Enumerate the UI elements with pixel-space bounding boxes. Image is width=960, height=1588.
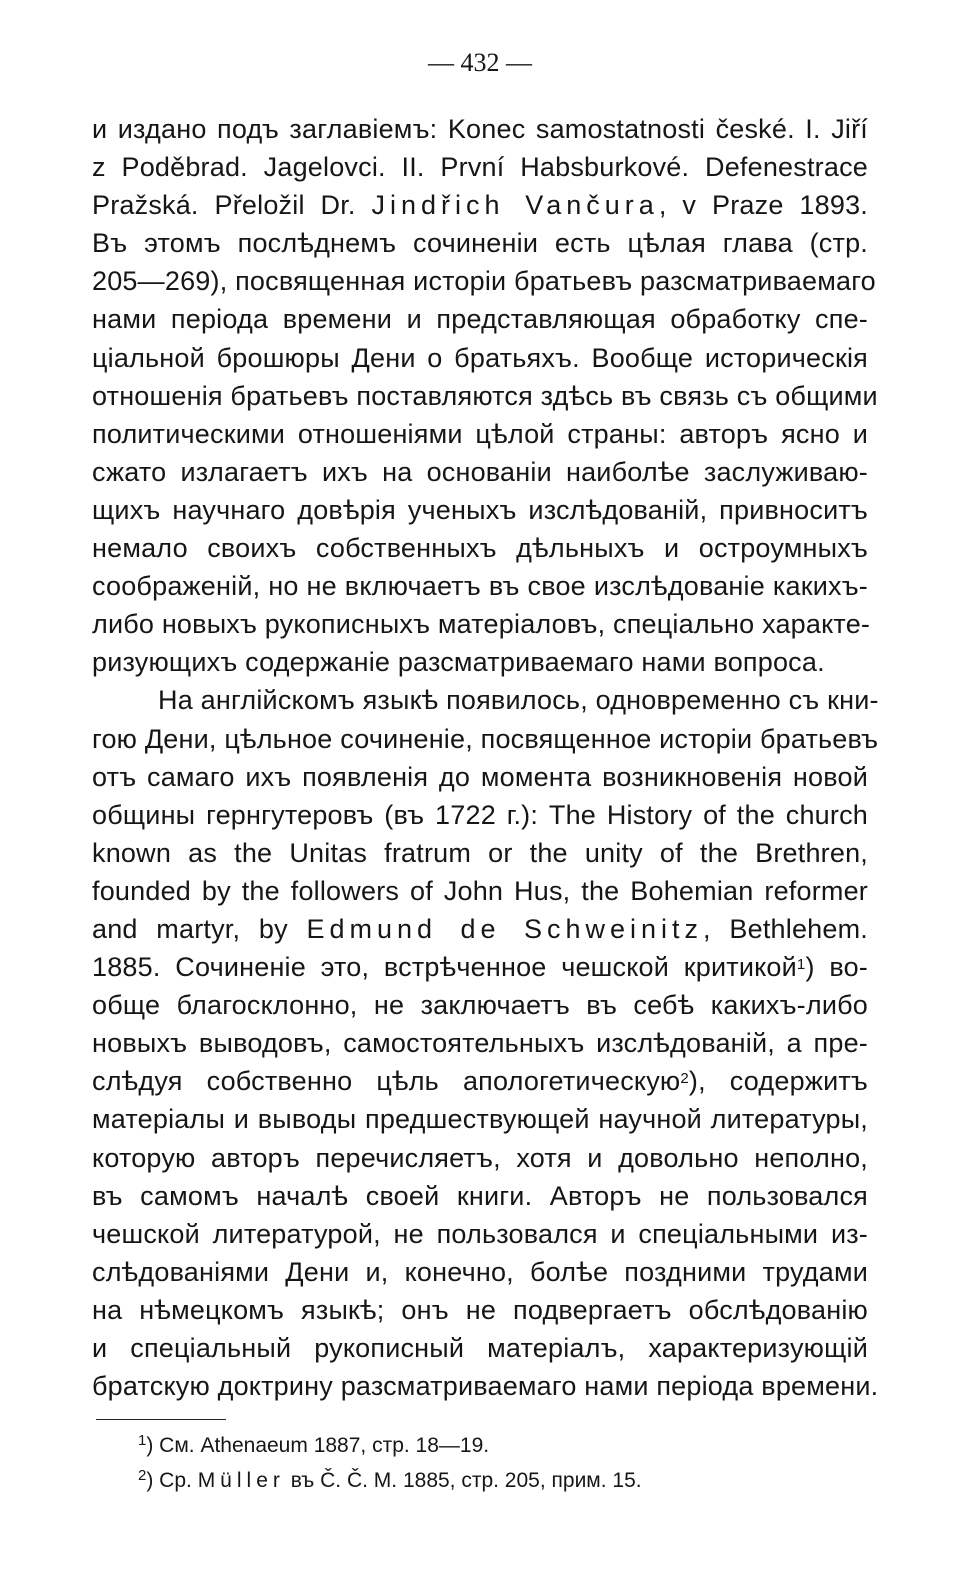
text-line: 205—269), посвященная исторіи братьевъ разсматриваемаго [92, 266, 876, 297]
text-line: которую авторъ перечисляетъ, хотя и довольно неполно, [92, 1142, 868, 1173]
text-line: На англійскомъ языкѣ появилось, одновременно съ кни- [158, 685, 879, 716]
footnote-text: въ Č. Č. M. 1885, стр. 205, прим. 15. [284, 1469, 642, 1492]
text-line: founded by the followers of John Hus, the Bohemian reformer [92, 875, 868, 906]
footnote-mark: 2 [138, 1467, 147, 1484]
text-line: отъ самаго ихъ появленія до момента возникновенія новой [92, 761, 868, 792]
paragraph-1 [92, 110, 878, 681]
footnote-reference[interactable]: 1 [796, 956, 806, 974]
text-line: новыхъ выводовъ, самостоятельныхъ изслѣдованій, а пре- [92, 1028, 868, 1059]
text-fragment: ), содержитъ [688, 1066, 868, 1097]
text-fragment: слѣдуя собственно цѣль апологетическую [92, 1066, 681, 1097]
text-line: known as the Unitas fratrum or the unity of the Brethren, [92, 837, 868, 868]
text-line: ризующихъ содержаніе разсматриваемаго нами вопроса. [92, 647, 825, 678]
text-line: соображеній, но не включаетъ въ свое изслѣдованіе какихъ- [92, 571, 868, 602]
text-line: щихъ научнаго довѣрія ученыхъ изслѣдованій, привноситъ [92, 494, 868, 525]
text-line: гою Дени, цѣльное сочиненіе, посвященное исторіи братьевъ [92, 723, 879, 754]
text-line: общины гернгутеровъ (въ 1722 г.): The History of the church [92, 799, 868, 830]
text-line: братскую доктрину разсматриваемаго нами періода времени. [92, 1371, 879, 1402]
text-line: чешской литературой, не пользовался и спеціальными из- [92, 1218, 868, 1249]
text-line: отношенія братьевъ поставляются здѣсь въ связь съ общими [92, 380, 878, 411]
text-line: матеріалы и выводы предшествующей научной литературы, [92, 1104, 868, 1135]
footnote-text: ) См. Athenaeum 1887, стр. 18—19. [146, 1434, 490, 1457]
text-line: и издано подъ заглавіемъ: Konec samostatnosti české. I. Jiří [92, 114, 868, 144]
text-line: z Poděbrad. Jagelovci. II. První Habsburkové. Defenestrace [92, 152, 868, 183]
text-fragment: Pražská. Přeložil Dr. [92, 190, 356, 221]
footnote-2 [138, 1463, 858, 1498]
text-line: нами періода времени и представляющая обработку спе- [92, 304, 868, 335]
footnote-mark: 1 [138, 1432, 147, 1449]
text-line: обще благосклонно, не заключаетъ въ себѣ какихъ-либо [92, 990, 868, 1021]
page-number: — 432 — [428, 48, 532, 77]
text-line: ціальной брошюры Дени о братьяхъ. Вообще историческія [92, 342, 868, 373]
spaced-name: Jindřich Vančura [371, 190, 659, 221]
text-line: сжато излагаетъ ихъ на основаніи наиболѣе заслуживаю- [92, 456, 868, 487]
text-line [92, 186, 868, 224]
text-line: политическими отношеніями цѣлой страны: авторъ ясно и [92, 418, 868, 449]
text-line [92, 948, 868, 986]
paragraph-2 [92, 681, 879, 1405]
footnote-reference[interactable]: 2 [680, 1070, 689, 1088]
text-line: Въ этомъ послѣднемъ сочиненіи есть цѣлая глава (стр. [92, 228, 868, 259]
footnotes-section [138, 1428, 858, 1498]
text-line: на нѣмецкомъ языкѣ; онъ не подвергаетъ обслѣдованію [92, 1294, 868, 1325]
text-line: слѣдованіями Дени и, конечно, болѣе поздними трудами [92, 1256, 868, 1287]
footnote-text: ) Ср. [146, 1469, 198, 1492]
text-line: либо новыхъ рукописныхъ матеріаловъ, спеціально характе- [92, 609, 871, 640]
footnote-1 [138, 1428, 858, 1463]
text-line: и спеціальный рукописный матеріалъ, характеризующій [92, 1333, 868, 1363]
text-line [92, 1062, 868, 1100]
text-fragment: , v Praze 1893. [658, 190, 868, 221]
spaced-name: Müller [197, 1469, 285, 1492]
main-text [92, 110, 879, 1405]
text-fragment: ) во- [805, 952, 868, 983]
text-fragment: 1885. Сочиненіе это, встрѣченное чешской критикой [92, 952, 797, 983]
text-fragment: , Bethlehem. [703, 913, 868, 944]
text-line: немало своихъ собственныхъ дѣльныхъ и остроумныхъ [92, 533, 868, 564]
text-fragment: and martyr, by [92, 913, 288, 944]
spaced-name: Edmund de Schweinitz [306, 913, 704, 944]
footnote-divider [96, 1419, 226, 1420]
text-line [92, 910, 868, 948]
text-line: въ самомъ началѣ своей книги. Авторъ не пользовался [92, 1180, 868, 1211]
